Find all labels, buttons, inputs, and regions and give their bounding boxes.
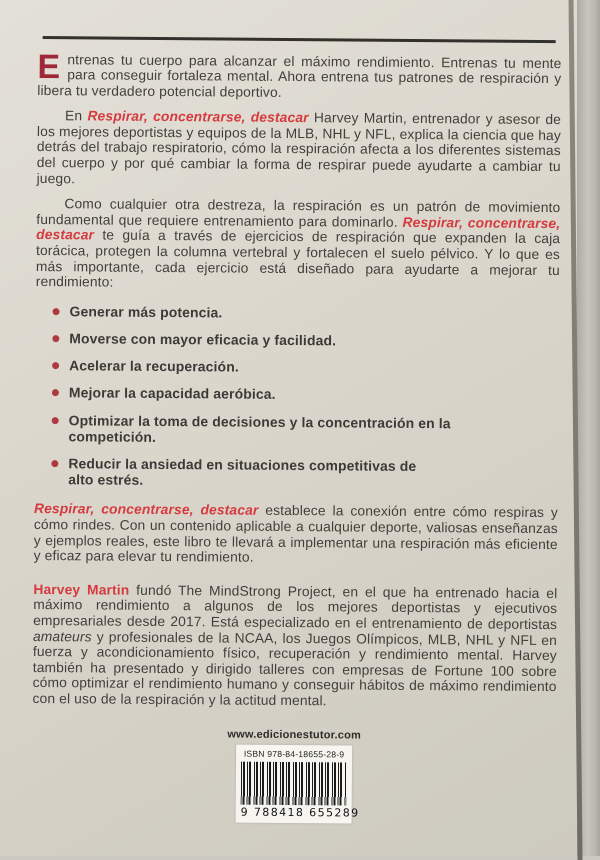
text-segment-plain: y profesionales de la NCAA, los Juegos Olímpicos, MLB, NHL y NFL en fuerza y acondicionamiento físico, recuperación y rendimiento mental. Harvey también ha presentado y dirigido talleres con empresas de Fortune 100 sobre cómo optimizar el rendimiento humano y conseguir hábitos de máximo rendimiento con el uso de la respiración y la actitud mental. [32,629,558,709]
author-bio-paragraph [32,582,557,711]
cover-content [32,0,562,825]
benefit-item-label: Reducir la ansiedad en situaciones competitivas de alto estrés. [68,455,417,489]
benefit-item-label: Optimizar la toma de decisiones y la concentración en la competición. [68,411,451,445]
text-segment-plain: fundó The MindStrong Project, en el que ha entrenado hacia el máximo rendimiento a algunos de los mejores deportistas y ejecutivos empresariales desde 2017. Está especializado en el entrenamiento de deportistas [33,582,558,633]
bullet-dot-icon [51,460,58,467]
bullet-dot-icon [52,362,59,369]
text-segment-accent-name: Harvey Martin [33,581,130,598]
training-paragraph [36,196,561,294]
bullet-dot-icon [52,417,59,424]
top-rule [43,36,556,43]
bullet-dot-icon [53,308,60,315]
text-segment-accent: Respirar, concentrarse, destacar [33,501,259,519]
text-segment-accent: Respirar, concentrarse, destacar [36,214,561,243]
text-segment-plain: ntrenas tu cuerpo para alcanzar el máximo rendimiento. Entrenas tu mente para conseguir fortaleza mental. Ahora entrena tus patrones de respiración y libera tu verdadero potencial deportivo. [37,51,562,100]
benefit-item [69,330,454,349]
benefit-item-label: Moverse con mayor eficacia y facilidad. [69,330,337,349]
bullet-dot-icon [52,390,59,397]
benefit-item-label: Generar más potencia. [69,303,223,321]
benefit-item [69,357,454,376]
text-segment-plain: Harvey Martin, entrenador y asesor de los mejores deportistas y equipos de la MLB, NHL y NFL, explica la ciencia que hay detrás del trabajo respiratorio, cómo la respiración afecta a los diferentes sistemas del cuerpo y por qué cambiar la forma de respirar puede ayudarte a cambiar tu juego. [36,110,562,186]
ean-number: 9 788418 655289 [240,805,360,820]
benefit-item [69,303,454,322]
benefit-item [69,385,454,404]
text-segment-accent: Respirar, concentrarse, destacar [87,108,309,126]
intro-paragraph [37,47,562,102]
bullet-dot-icon [52,335,59,342]
text-segment-plain: te guía a través de ejercicios de respiración que expanden la caja torácica, protegen la columna vertebral y fortalecen el suelo pélvico. Y lo que es más importante, cada ejercicio está diseñado para ayudarte a mejorar tu rendimiento: [35,227,561,290]
benefit-item [69,412,454,447]
text-segment-plain: Como cualquier otra destreza, la respiración es un patrón de movimiento fundamental que requiere entrenamiento para dominarlo. [36,196,561,230]
text-segment-plain: establece la conexión entre cómo respiras y cómo rindes. Con un contenido aplicable a cualquier deporte, valiosas enseñanzas y ejemplos reales, este libro te llevará a implementar una respiración más eficiente y eficaz para elevar tu rendimiento. [33,503,559,565]
isbn-label: ISBN 978-84-18655-28-9 [243,748,345,759]
benefit-item-label: Mejorar la capacidad aeróbica. [68,384,276,403]
barcode [236,744,360,823]
about-book-paragraph [37,108,562,190]
benefit-item-label: Acelerar la recuperación. [69,357,239,375]
barcode-bars-icon [241,761,347,805]
closing-paragraph [34,501,558,567]
text-segment-plain: En [65,108,88,124]
dropcap-letter: E [37,47,61,86]
publisher-website: www.edicionestutor.com [227,728,362,742]
benefits-list [34,303,559,492]
benefit-item [68,455,428,490]
text-segment-italic: amateurs [32,628,92,645]
